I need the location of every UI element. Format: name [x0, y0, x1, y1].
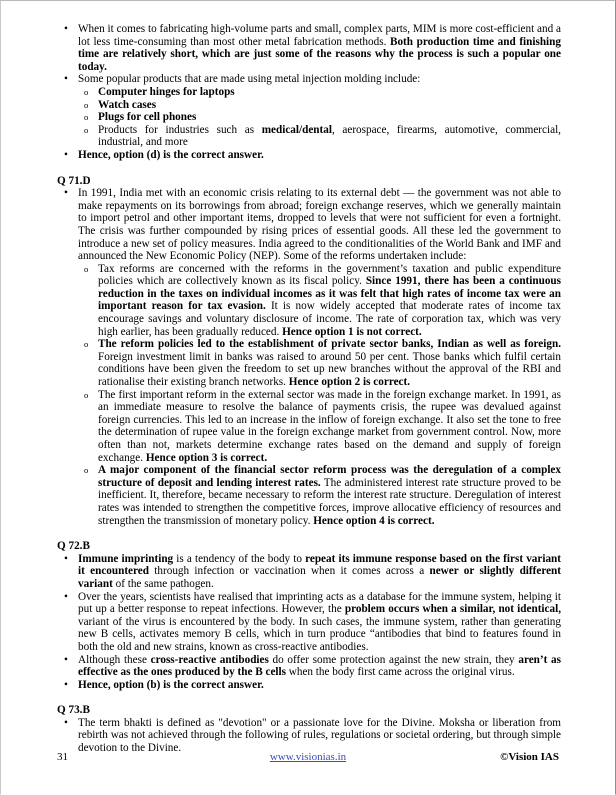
list-item — [78, 86, 561, 99]
list-item — [78, 99, 561, 112]
q72-b2-p3: variant of the virus is encountered by the body. In such cases, the immune system, rather than generating new B cells, activates memory B cells, which in turn produce “antibodies that bind to features found in both the old and new strains, known as cross-reactive antibodies. — [78, 615, 561, 653]
q72-b1-p5: newer or slightly different variant — [78, 565, 562, 590]
bullet-icon: • — [64, 678, 68, 691]
q72-b1-p2: is a tendency of the body to — [173, 552, 306, 565]
bullet-icon: • — [64, 716, 68, 729]
list-item — [78, 124, 561, 149]
q71-sub1-p1: Tax reforms are concerned with the reforms in the government’s taxation and public expenditure policies which are collectively known as its fiscal policy. — [98, 262, 561, 288]
q71-sub4-p2: The administered interest rate structure proved to be inefficient. It, therefore, became necessary to reform the interest rate structure. Deregulation of interest rates was intended to strengthen the competitive forces, improve allocative efficiency of resources and strengthen the transmission of monetary policy. — [98, 476, 561, 527]
bullet-icon: • — [64, 73, 68, 86]
list-item — [78, 464, 561, 527]
q71-sub1-p4: Hence option 1 is not correct. — [282, 325, 422, 338]
q71-sub2-p3: Hence option 2 is correct. — [288, 376, 411, 389]
q70-sublist — [78, 86, 561, 149]
q73-b1: The term bhakti is defined as "devotion" or a passionate love for the Divine. Moksha or liberation from rebirth was not achieved through the following of rules, regulations or societal ordering, but through simple devotion to the Divine. — [78, 716, 561, 755]
q72-b1-p1: Immune imprinting — [78, 552, 174, 565]
q70-sub-3-lead: Products for industries such as — [98, 123, 262, 136]
q70-b1-part1: When it comes to fabricating high-volume parts and small, complex parts, MIM is more cost-efficient and a lot less time-consuming than most other metal fabrication methods. — [78, 23, 561, 48]
list-item — [57, 679, 561, 692]
q72-answer: Hence, option (b) is the correct answer. — [78, 678, 264, 691]
page-footer — [57, 749, 559, 765]
q72-bullet-list — [57, 553, 561, 692]
bullet-icon: • — [64, 23, 68, 35]
list-item — [57, 553, 561, 591]
q72-b1-p6: of the same pathogen. — [112, 577, 214, 590]
q71-sublist — [78, 263, 561, 527]
list-item — [78, 111, 561, 124]
page-number: 31 — [57, 751, 68, 763]
q70-sub-0: Computer hinges for laptops — [98, 85, 235, 98]
sub-bullet-icon: o — [84, 339, 89, 350]
q70-bullet-list — [57, 23, 561, 162]
q71-sub4-p3: Hence option 4 is correct. — [313, 514, 435, 527]
list-item — [78, 338, 561, 388]
q70-b1-part2: Both production time and finishing time are relatively short, which are just some of the reasons why the process is such a popular one today. — [78, 35, 561, 73]
spacer — [57, 162, 561, 175]
q72-b3-p2: cross-reactive antibodies — [150, 653, 269, 666]
q70-answer: Hence, option (d) is the correct answer. — [78, 148, 264, 161]
q72-b3-p5: when the body first came across the original virus. — [285, 666, 515, 679]
page-content — [57, 23, 561, 755]
question-heading-q73: Q 73.B — [57, 704, 90, 717]
q70-sub-1: Watch cases — [98, 98, 157, 111]
q71-sub2-p2: Foreign investment limit in banks was raised to around 50 per cent. Those banks which fulfil certain conditions have been given the freedom to set up new branches without the approval of the RBI and rationalise their existing branch networks. — [98, 350, 561, 389]
list-item — [57, 73, 561, 149]
sub-bullet-icon: o — [84, 263, 89, 274]
q70-sub-2: Plugs for cell phones — [98, 111, 197, 124]
list-item — [57, 23, 561, 73]
list-item — [57, 591, 561, 654]
footer-copyright: ©Vision IAS — [500, 751, 559, 763]
list-item — [78, 389, 561, 465]
q71-b1: In 1991, India met with an economic crisis relating to its external debt — the government was not able to make repayments on its borrowings from abroad; foreign exchange reserves, which we generally maintain to import petrol and other important items, dropped to levels that were not sufficient for even a fortnight. The crisis was further compounded by rising prices of essential goods. All these led the government to introduce a new set of policy measures. India agreed to the conditionalities of the World Bank and IMF and announced the New Economic Policy (NEP). Some of the reforms undertaken include: — [78, 187, 561, 263]
sub-bullet-icon: o — [84, 124, 89, 135]
sub-bullet-icon: o — [84, 389, 89, 400]
q72-b3-p1: Although these — [78, 653, 151, 666]
bullet-icon: • — [64, 653, 68, 666]
q71-sub3-p1: The first important reform in the external sector was made in the foreign exchange market. In 1991, as an immediate measure to resolve the balance of payments crisis, the rupee was devalued against foreign currencies. This led to an increase in the inflow of foreign exchange. It also set the tone to free the determination of rupee value in the foreign exchange market from government control. Now, more often than not, markets determine exchange rates based on the demand and supply of foreign exchange. — [98, 388, 561, 464]
q70-b2: Some popular products that are made using metal injection molding include: — [78, 73, 421, 86]
list-item — [57, 149, 561, 162]
bullet-icon: • — [64, 148, 68, 161]
q71-sub4-p1: A major component of the financial sector reform process was the deregulation of a complex structure of deposit and lending interest rates. — [98, 464, 561, 489]
q71-bullet-list — [57, 187, 561, 527]
q71-sub3-p2: Hence option 3 is correct. — [145, 451, 268, 464]
sub-bullet-icon: o — [84, 86, 89, 97]
q72-b3-p4: aren’t as effective as the ones produced by the B cells — [78, 653, 561, 679]
q72-b1-p4: through infection or vaccination when it comes across a — [148, 565, 430, 578]
q72-b2-p1: Over the years, scientists have realised that imprinting acts as a database for the immune system, helping it put up a better response to repeat infections. However, the — [78, 590, 561, 616]
list-item — [57, 654, 561, 679]
footer-website-link[interactable]: www.visionias.in — [269, 751, 347, 763]
spacer — [57, 527, 561, 540]
question-heading-q71: Q 71.D — [57, 174, 91, 187]
bullet-icon: • — [64, 590, 68, 603]
sub-bullet-icon: o — [84, 112, 89, 123]
bullet-icon: • — [64, 187, 68, 200]
q72-b3-p3: do offer some protection against the new strain, they — [268, 653, 519, 666]
q72-b1-p3: repeat its immune response based on the first variant it encountered — [78, 552, 561, 578]
q71-sub2-p1: The reform policies led to the establishment of private sector banks, Indian as well as foreign. — [98, 338, 561, 351]
list-item — [78, 263, 561, 339]
q71-sub1-p2: Since 1991, there has been a continuous reduction in the taxes on individual incomes as it was felt that high rates of income tax were an important reason for tax evasion. — [98, 275, 561, 313]
q71-sub1-p3: It is now widely accepted that moderate rates of income tax encourage savings and voluntary disclosure of income. The rate of corporation tax, which was very high earlier, has been gradually reduced. — [98, 300, 561, 338]
list-item — [57, 187, 561, 527]
q70-sub-3-bold: medical/dental — [261, 123, 332, 136]
sub-bullet-icon: o — [84, 99, 89, 110]
spacer — [57, 691, 561, 704]
question-heading-q72: Q 72.B — [57, 540, 90, 553]
q72-b2-p2: problem occurs when a similar, not identical, — [344, 603, 561, 616]
q70-sub-3-tail: , aerospace, firearms, automotive, commercial, industrial, and more — [98, 123, 561, 149]
bullet-icon: • — [64, 552, 68, 565]
sub-bullet-icon: o — [84, 465, 89, 476]
